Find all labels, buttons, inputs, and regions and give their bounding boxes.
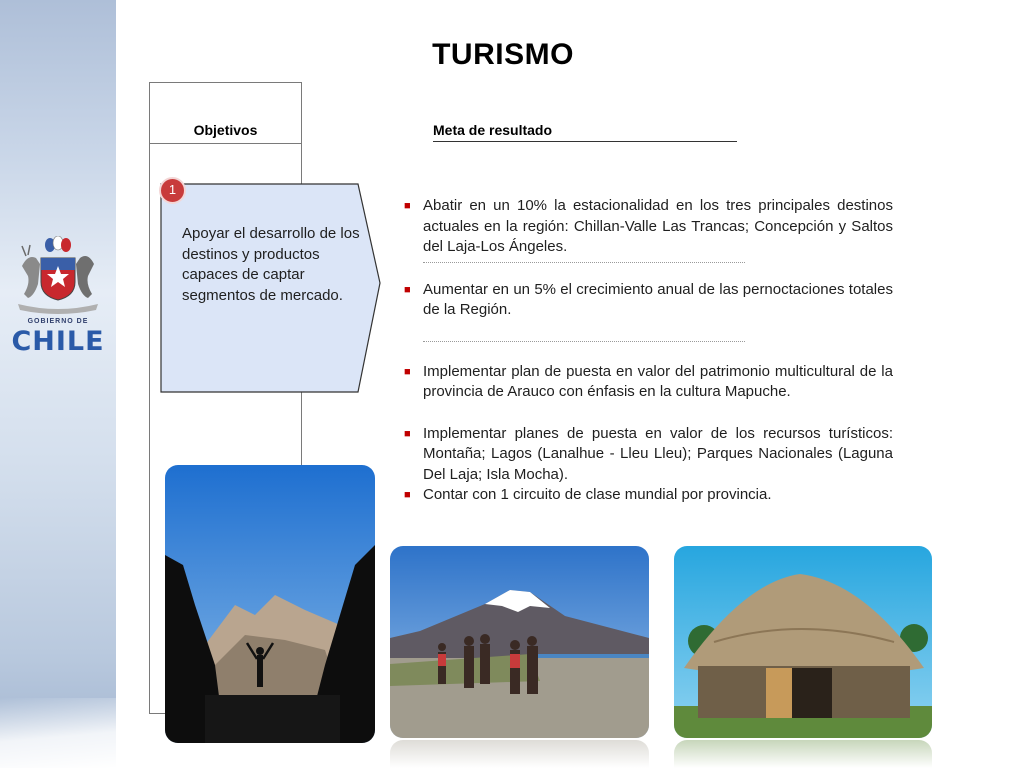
page-title: TURISMO: [432, 38, 574, 71]
square-bullet-icon: ■: [404, 489, 411, 501]
goal-text: Implementar plan de puesta en valor del patrimonio multicultural de la provincia de Arauco con énfasis en la cultura Mapuche.: [423, 362, 893, 400]
photo-reflection: [674, 740, 932, 768]
goal-header: Meta de resultado: [433, 122, 737, 142]
goal-text: Contar con 1 circuito de clase mundial por provincia.: [423, 486, 772, 503]
objective-number-badge: 1: [159, 177, 186, 204]
objective-text: Apoyar el desarrollo de los destinos y productos capaces de captar segmentos de mercado.: [182, 225, 360, 304]
photo-reflection: [390, 740, 649, 768]
goal-item: [404, 424, 893, 486]
logo-wordmark: CHILE: [11, 326, 105, 357]
header-divider: [149, 143, 302, 144]
coat-of-arms-icon: [8, 236, 108, 314]
sidebar-banner: [0, 0, 116, 768]
square-bullet-icon: ■: [404, 427, 411, 440]
goals-list: [404, 196, 893, 506]
dotted-separator: [423, 262, 745, 263]
volcano-hikers-photo: [390, 546, 649, 738]
objectives-header: Objetivos: [193, 122, 258, 138]
mountain-hiker-photo: [165, 465, 375, 743]
square-bullet-icon: ■: [404, 200, 411, 212]
logo-subtitle: GOBIERNO DE: [27, 318, 89, 325]
dotted-separator: [423, 341, 745, 342]
ruka-hut-photo: [674, 546, 932, 738]
square-bullet-icon: ■: [404, 283, 411, 296]
goal-item: [404, 280, 893, 321]
goal-text: Aumentar en un 5% el crecimiento anual de las pernoctaciones totales de la Región.: [423, 280, 893, 318]
goal-text: Implementar planes de puesta en valor de los recursos turísticos: Montaña; Lagos (Lanalhue - Lleu Lleu); Parques Nacionales (Laguna Del Laja; Isla Mocha).: [423, 424, 893, 483]
goal-item: [404, 196, 893, 258]
government-logo: [8, 236, 108, 314]
goal-text: Abatir en un 10% la estacionalidad en los tres principales destinos actuales en la región: Chillan-Valle Las Trancas; Concepción y Saltos del Laja-Los Ángeles.: [423, 197, 893, 255]
square-bullet-icon: ■: [404, 365, 411, 378]
goal-item: [404, 485, 893, 506]
goal-item: [404, 362, 893, 403]
snow-mountain-decoration: [0, 698, 116, 768]
